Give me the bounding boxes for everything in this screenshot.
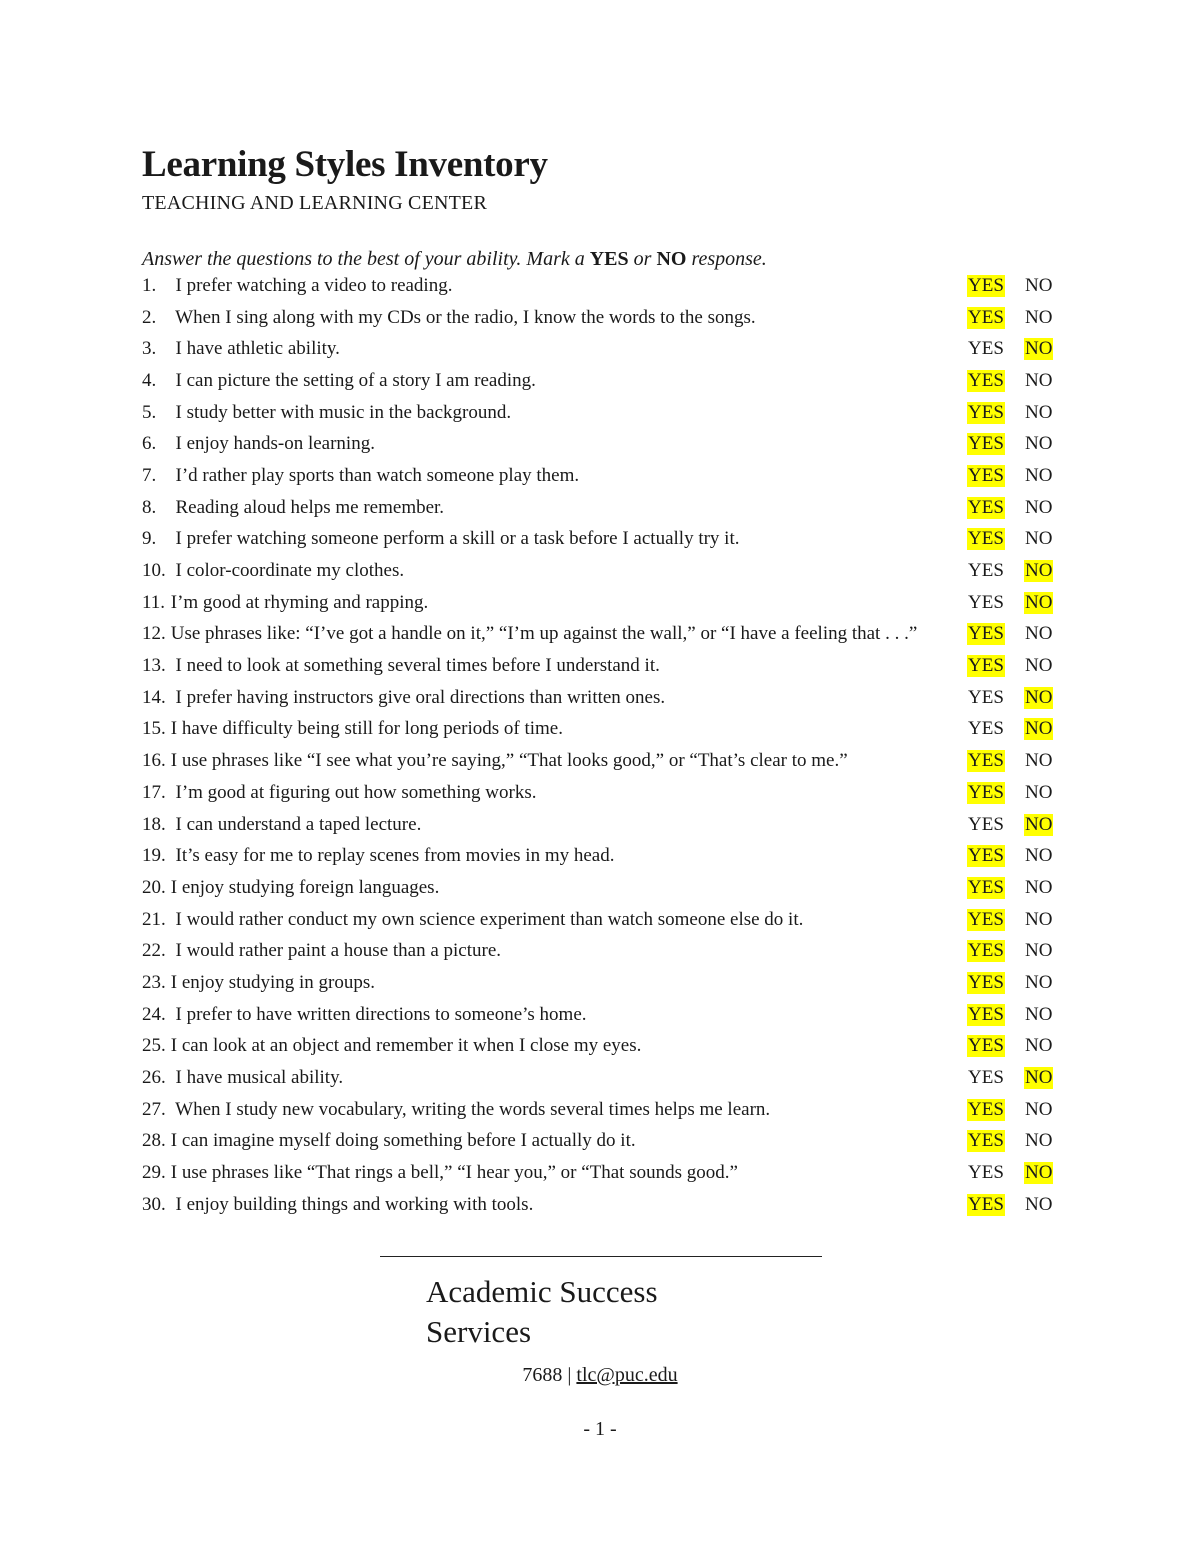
answer-no[interactable]: NO <box>1025 1098 1053 1120</box>
answer-yes[interactable]: YES <box>968 908 1004 930</box>
instructions-text-1: Answer the questions to the best of your ability. Mark a <box>142 248 590 270</box>
question-number: 22. <box>142 940 166 962</box>
answer-yes[interactable]: YES <box>968 781 1004 803</box>
answer-yes[interactable]: YES <box>968 940 1004 962</box>
answer-no[interactable]: NO <box>1025 464 1053 486</box>
answer-yes[interactable]: YES <box>968 1067 1004 1089</box>
footer-phone: 7688 <box>522 1364 563 1386</box>
answer-yes[interactable]: YES <box>968 686 1004 708</box>
question-row <box>142 999 1082 1031</box>
question-number: 19. <box>142 845 166 867</box>
answer-yes[interactable]: YES <box>968 845 1004 867</box>
question-number: 4. <box>142 369 157 391</box>
question-number: 15. <box>142 718 166 740</box>
question-row <box>142 302 1082 334</box>
answer-yes[interactable]: YES <box>968 655 1004 677</box>
question-text: I prefer watching someone perform a skill or a task before I actually try it. <box>166 528 740 550</box>
answer-no[interactable]: NO <box>1025 591 1053 613</box>
answer-yes[interactable]: YES <box>968 750 1004 772</box>
question-row <box>142 1189 1082 1221</box>
answer-no[interactable]: NO <box>1025 781 1053 803</box>
question-number: 30. <box>142 1193 166 1215</box>
question-text: I can look at an object and remember it when I close my eyes. <box>166 1035 642 1057</box>
question-text: I color-coordinate my clothes. <box>166 560 405 582</box>
answer-yes[interactable]: YES <box>968 528 1004 550</box>
question-row <box>142 270 1082 302</box>
footer-contact <box>0 1362 1200 1388</box>
answer-yes[interactable]: YES <box>968 876 1004 898</box>
question-row <box>142 809 1082 841</box>
question-text: I enjoy building things and working with tools. <box>166 1193 534 1215</box>
answer-yes[interactable]: YES <box>968 1098 1004 1120</box>
question-row <box>142 1031 1082 1063</box>
instructions-text-2: or <box>628 248 657 270</box>
answer-yes[interactable]: YES <box>968 1130 1004 1152</box>
question-number: 13. <box>142 655 166 677</box>
answer-no[interactable]: NO <box>1025 306 1053 328</box>
question-number: 11. <box>142 591 166 613</box>
question-number: 6. <box>142 433 157 455</box>
question-text: I prefer watching a video to reading. <box>166 274 453 296</box>
question-number: 3. <box>142 338 157 360</box>
question-row <box>142 333 1082 365</box>
question-number: 23. <box>142 971 166 993</box>
answer-no[interactable]: NO <box>1025 1067 1053 1089</box>
question-number: 8. <box>142 496 157 518</box>
answer-no[interactable]: NO <box>1025 401 1053 423</box>
question-text: I can picture the setting of a story I am reading. <box>166 369 536 391</box>
question-number: 18. <box>142 813 166 835</box>
answer-yes[interactable]: YES <box>968 591 1004 613</box>
answer-no[interactable]: NO <box>1025 1003 1053 1025</box>
instructions-yes: YES <box>589 248 629 270</box>
answer-no[interactable]: NO <box>1025 876 1053 898</box>
question-number: 7. <box>142 464 157 486</box>
answer-no[interactable]: NO <box>1025 369 1053 391</box>
page-number: - 1 - <box>583 1418 617 1440</box>
question-text: I enjoy studying in groups. <box>166 971 375 993</box>
answer-no[interactable]: NO <box>1025 274 1053 296</box>
answer-yes[interactable]: YES <box>968 369 1004 391</box>
question-text: I use phrases like “I see what you’re saying,” “That looks good,” or “That’s clear to me.” <box>166 750 848 772</box>
question-text: When I sing along with my CDs or the radio, I know the words to the songs. <box>166 306 756 328</box>
question-row <box>142 619 1082 651</box>
answer-yes[interactable]: YES <box>968 433 1004 455</box>
question-text: I would rather conduct my own science experiment than watch someone else do it. <box>166 908 804 930</box>
answer-yes[interactable]: YES <box>968 1193 1004 1215</box>
question-number: 5. <box>142 401 157 423</box>
answer-yes[interactable]: YES <box>968 1003 1004 1025</box>
answer-yes[interactable]: YES <box>968 274 1004 296</box>
answer-no[interactable]: NO <box>1025 496 1053 518</box>
answer-no[interactable]: NO <box>1025 1130 1053 1152</box>
question-number: 29. <box>142 1162 166 1184</box>
answer-yes[interactable]: YES <box>968 496 1004 518</box>
question-text: I can imagine myself doing something before I actually do it. <box>166 1130 636 1152</box>
question-number: 27. <box>142 1098 166 1120</box>
answer-no[interactable]: NO <box>1025 940 1053 962</box>
question-number: 14. <box>142 686 166 708</box>
answer-no[interactable]: NO <box>1025 623 1053 645</box>
question-text: I enjoy studying foreign languages. <box>166 876 440 898</box>
question-row <box>142 1126 1082 1158</box>
question-number: 1. <box>142 274 157 296</box>
question-text: I have musical ability. <box>166 1067 344 1089</box>
answer-no[interactable]: NO <box>1025 433 1053 455</box>
question-number: 9. <box>142 528 157 550</box>
question-row <box>142 840 1082 872</box>
question-row <box>142 365 1082 397</box>
question-row <box>142 1094 1082 1126</box>
question-row <box>142 524 1082 556</box>
question-text: I prefer having instructors give oral directions than written ones. <box>166 686 666 708</box>
question-row <box>142 460 1082 492</box>
answer-yes[interactable]: YES <box>968 623 1004 645</box>
question-number: 17. <box>142 781 166 803</box>
answer-yes[interactable]: YES <box>968 338 1004 360</box>
answer-no[interactable]: NO <box>1025 686 1053 708</box>
question-row <box>142 904 1082 936</box>
question-row <box>142 935 1082 967</box>
question-number: 26. <box>142 1067 166 1089</box>
answer-no[interactable]: NO <box>1025 971 1053 993</box>
question-number: 12. <box>142 623 166 645</box>
footer-org-name: Academic Success Services <box>426 1274 658 1349</box>
question-number: 20. <box>142 876 166 898</box>
question-text: I study better with music in the background. <box>166 401 512 423</box>
question-row <box>142 428 1082 460</box>
question-number: 16. <box>142 750 166 772</box>
footer-divider <box>380 1256 822 1257</box>
question-text: I enjoy hands-on learning. <box>166 433 375 455</box>
answer-no[interactable]: NO <box>1025 655 1053 677</box>
answer-no[interactable]: NO <box>1025 750 1053 772</box>
question-number: 21. <box>142 908 166 930</box>
answer-no[interactable]: NO <box>1025 528 1053 550</box>
answer-no[interactable]: NO <box>1025 1162 1053 1184</box>
question-text: I need to look at something several times before I understand it. <box>166 655 660 677</box>
question-row <box>142 777 1082 809</box>
instructions-text-3: response. <box>686 248 767 270</box>
answer-yes[interactable]: YES <box>968 718 1004 740</box>
answer-yes[interactable]: YES <box>968 560 1004 582</box>
document-title: Learning Styles Inventory <box>142 144 548 185</box>
instructions <box>142 246 767 272</box>
answer-yes[interactable]: YES <box>968 971 1004 993</box>
question-text: I use phrases like “That rings a bell,” “I hear you,” or “That sounds good.” <box>166 1162 738 1184</box>
question-text: I have difficulty being still for long periods of time. <box>166 718 563 740</box>
question-number: 24. <box>142 1003 166 1025</box>
question-row <box>142 492 1082 524</box>
answer-no[interactable]: NO <box>1025 908 1053 930</box>
question-number: 25. <box>142 1035 166 1057</box>
answer-no[interactable]: NO <box>1025 1035 1053 1057</box>
footer-separator: | <box>562 1364 577 1386</box>
answer-yes[interactable]: YES <box>968 306 1004 328</box>
question-list <box>142 270 1082 1221</box>
question-row <box>142 682 1082 714</box>
question-row <box>142 650 1082 682</box>
question-text: When I study new vocabulary, writing the words several times helps me learn. <box>166 1098 771 1120</box>
answer-yes[interactable]: YES <box>968 813 1004 835</box>
instructions-no: NO <box>656 248 687 270</box>
answer-no[interactable]: NO <box>1025 338 1053 360</box>
question-row <box>142 745 1082 777</box>
answer-no[interactable]: NO <box>1025 1193 1053 1215</box>
answer-no[interactable]: NO <box>1025 560 1053 582</box>
question-row <box>142 872 1082 904</box>
question-row <box>142 555 1082 587</box>
question-row <box>142 397 1082 429</box>
answer-no[interactable]: NO <box>1025 813 1053 835</box>
question-number: 28. <box>142 1130 166 1152</box>
answer-yes[interactable]: YES <box>968 401 1004 423</box>
question-row <box>142 714 1082 746</box>
answer-yes[interactable]: YES <box>968 1035 1004 1057</box>
question-text: I would rather paint a house than a picture. <box>166 940 502 962</box>
answer-yes[interactable]: YES <box>968 464 1004 486</box>
question-text: Use phrases like: “I’ve got a handle on it,” “I’m up against the wall,” or “I have a feeling that . . .” <box>166 623 918 645</box>
question-text: I prefer to have written directions to someone’s home. <box>166 1003 587 1025</box>
question-text: I’m good at rhyming and rapping. <box>166 591 429 613</box>
question-row <box>142 587 1082 619</box>
question-row <box>142 1062 1082 1094</box>
question-text: It’s easy for me to replay scenes from movies in my head. <box>166 845 615 867</box>
answer-no[interactable]: NO <box>1025 718 1053 740</box>
question-text: I can understand a taped lecture. <box>166 813 422 835</box>
footer-email-link[interactable]: tlc@puc.edu <box>576 1364 678 1386</box>
question-row <box>142 967 1082 999</box>
question-row <box>142 1157 1082 1189</box>
question-text: I’d rather play sports than watch someone play them. <box>166 464 580 486</box>
question-number: 2. <box>142 306 157 328</box>
question-text: I’m good at figuring out how something works. <box>166 781 537 803</box>
question-number: 10. <box>142 560 166 582</box>
question-text: Reading aloud helps me remember. <box>166 496 445 518</box>
question-text: I have athletic ability. <box>166 338 340 360</box>
document-subtitle: TEACHING AND LEARNING CENTER <box>142 192 488 214</box>
answer-no[interactable]: NO <box>1025 845 1053 867</box>
answer-yes[interactable]: YES <box>968 1162 1004 1184</box>
